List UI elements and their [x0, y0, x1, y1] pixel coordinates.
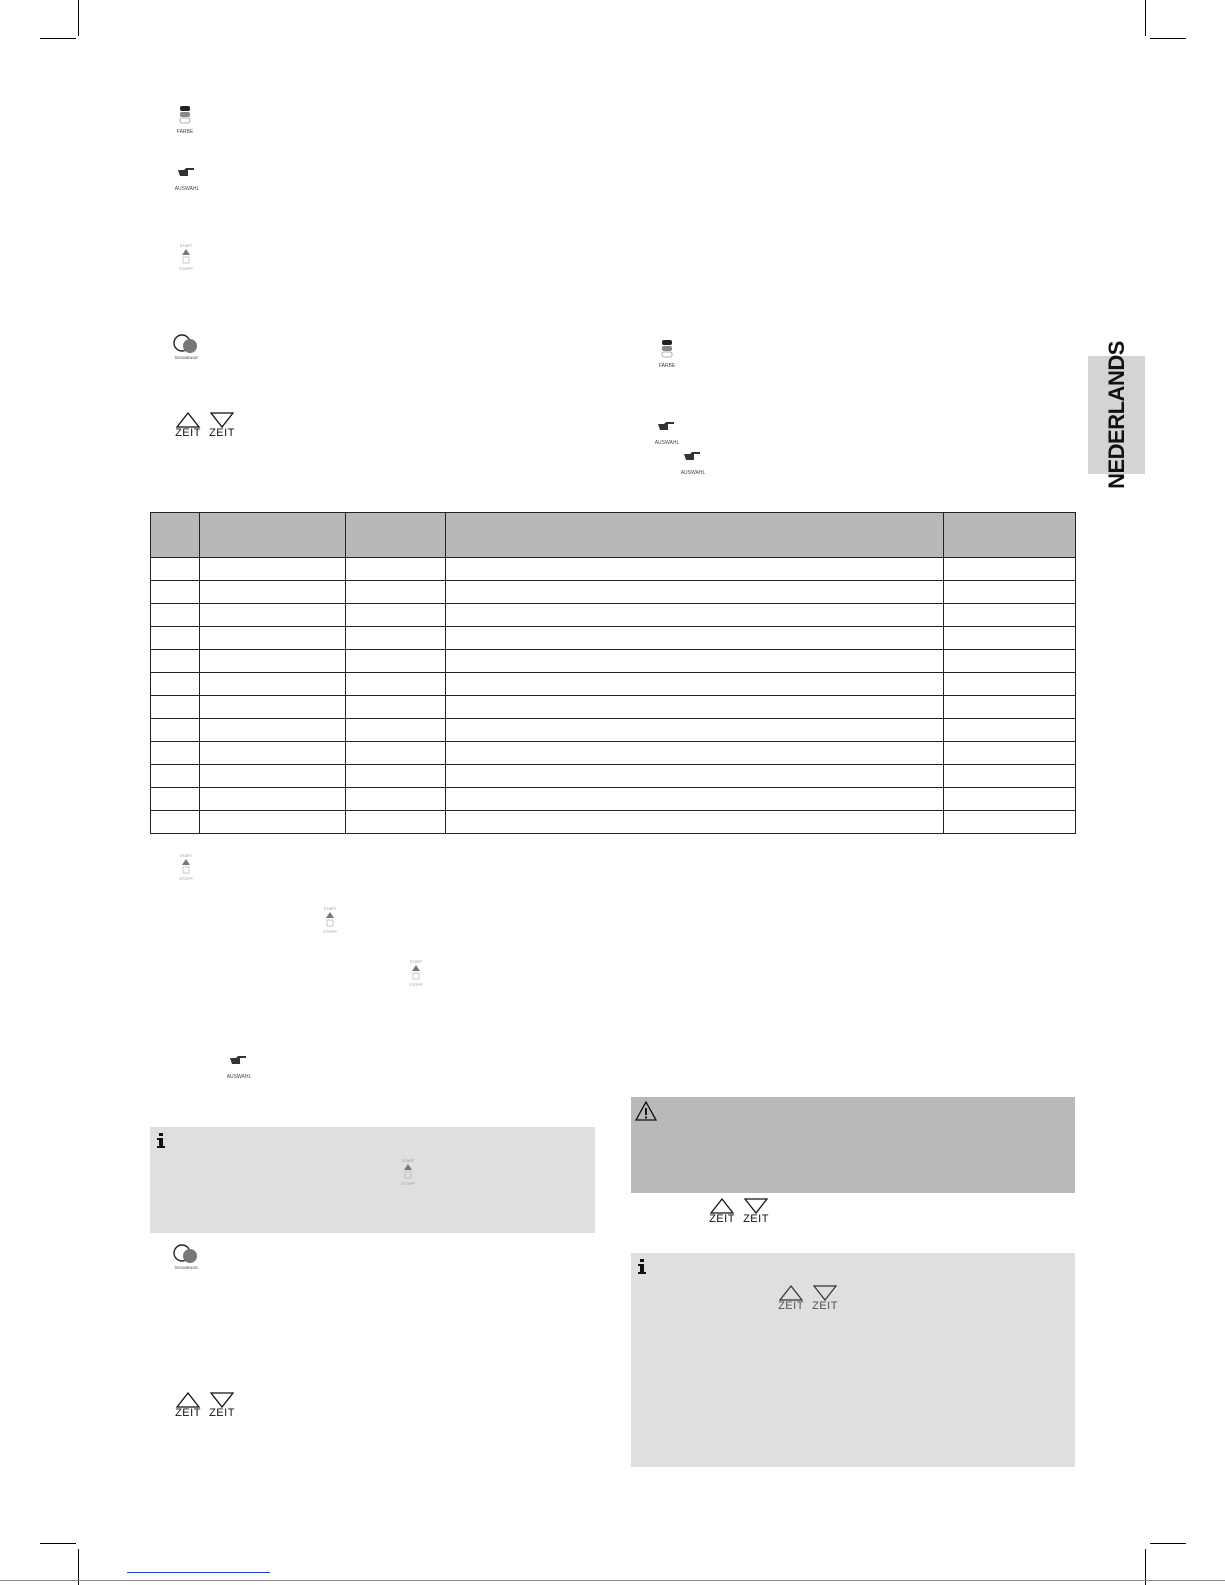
- table-cell: [944, 673, 1076, 696]
- table-cell: [200, 673, 346, 696]
- start-stop-icon: [172, 852, 200, 882]
- table-cell: [200, 742, 346, 765]
- time-buttons: [172, 1392, 238, 1419]
- triangle-down-icon: [744, 1198, 768, 1214]
- table-cell: [151, 604, 200, 627]
- table-cell: [446, 765, 944, 788]
- start-stop-icon: [394, 1157, 422, 1187]
- info-note-box: [150, 1127, 595, 1233]
- table-cell: [200, 581, 346, 604]
- table-cell: [346, 765, 446, 788]
- svg-text:TEIGMENGE: TEIGMENGE: [173, 1265, 199, 1270]
- start-stop-icon: [172, 242, 200, 272]
- time-buttons: [775, 1285, 841, 1312]
- table-cell: [151, 673, 200, 696]
- table-cell: [151, 742, 200, 765]
- table-row: [151, 719, 1076, 742]
- time-up-button: ZEIT: [775, 1285, 807, 1312]
- table-cell: [200, 604, 346, 627]
- table-cell: [944, 788, 1076, 811]
- table-cell: [446, 581, 944, 604]
- table-row: [151, 811, 1076, 834]
- language-tab: [1088, 341, 1145, 489]
- svg-text:AUSWAHL: AUSWAHL: [226, 1074, 252, 1080]
- table-cell: [446, 558, 944, 581]
- table-cell: [346, 696, 446, 719]
- time-down-button: ZEIT: [206, 1392, 238, 1419]
- warning-note-box: [631, 1097, 1075, 1193]
- svg-text:STOPP: STOPP: [323, 929, 337, 934]
- svg-text:STOPP: STOPP: [409, 982, 423, 987]
- language-tab-label: NEDERLANDS: [1103, 341, 1129, 489]
- loaf-color-icon: [650, 338, 684, 370]
- table-cell: [944, 696, 1076, 719]
- crop-mark: [40, 1543, 76, 1544]
- table-cell: [446, 627, 944, 650]
- table-cell: [346, 650, 446, 673]
- svg-text:FARBE: FARBE: [176, 129, 194, 135]
- table-cell: [346, 627, 446, 650]
- table-cell: [151, 811, 200, 834]
- table-cell: [346, 811, 446, 834]
- table-row: [151, 604, 1076, 627]
- svg-text:STOPP: STOPP: [401, 1181, 415, 1186]
- table-row: [151, 650, 1076, 673]
- crop-mark: [78, 0, 79, 36]
- table-cell: [346, 788, 446, 811]
- table-cell: [944, 627, 1076, 650]
- table-cell: [346, 558, 446, 581]
- svg-text:STOPP: STOPP: [179, 266, 193, 271]
- table-cell: [200, 558, 346, 581]
- time-up-button: ZEIT: [706, 1198, 738, 1225]
- svg-text:AUSWAHL: AUSWAHL: [174, 186, 200, 192]
- table-cell: [346, 742, 446, 765]
- table-row: [151, 673, 1076, 696]
- dough-quantity-icon: [166, 1243, 208, 1273]
- table-cell: [446, 696, 944, 719]
- time-buttons: [172, 412, 238, 439]
- table-cell: [200, 696, 346, 719]
- svg-text:AUSWAHL: AUSWAHL: [680, 470, 706, 476]
- table-cell: [200, 719, 346, 742]
- footer-link-underline: [127, 1572, 270, 1573]
- warning-triangle-icon: [635, 1101, 657, 1121]
- svg-text:START: START: [409, 959, 423, 964]
- table-header-cell: [151, 513, 200, 558]
- start-stop-icon: [402, 958, 430, 988]
- table-cell: [200, 627, 346, 650]
- table-header-cell: [944, 513, 1076, 558]
- table-cell: [446, 788, 944, 811]
- table-cell: [346, 581, 446, 604]
- pointing-hand-icon: [222, 1054, 256, 1082]
- table-cell: [200, 650, 346, 673]
- table-header-row: [151, 513, 1076, 558]
- triangle-down-icon: [813, 1285, 837, 1301]
- triangle-up-icon: [710, 1198, 734, 1214]
- svg-text:START: START: [323, 906, 337, 911]
- svg-text:START: START: [179, 243, 193, 248]
- svg-text:AUSWAHL: AUSWAHL: [654, 440, 680, 446]
- table-cell: [944, 604, 1076, 627]
- table-header-cell: [200, 513, 346, 558]
- footer-rule: [0, 1580, 1225, 1581]
- table-row: [151, 581, 1076, 604]
- table-cell: [151, 558, 200, 581]
- svg-text:START: START: [179, 853, 193, 858]
- table-cell: [151, 788, 200, 811]
- svg-text:FARBE: FARBE: [658, 363, 676, 369]
- table-cell: [346, 673, 446, 696]
- table-cell: [944, 581, 1076, 604]
- crop-mark: [1145, 0, 1146, 36]
- time-down-button: ZEIT: [740, 1198, 772, 1225]
- dough-quantity-icon: [166, 333, 208, 363]
- info-icon: [637, 1259, 647, 1275]
- table-cell: [151, 719, 200, 742]
- svg-text:TEIGMENGE: TEIGMENGE: [173, 355, 199, 360]
- table-cell: [944, 811, 1076, 834]
- crop-mark: [40, 38, 76, 39]
- table-cell: [200, 765, 346, 788]
- table-cell: [151, 765, 200, 788]
- table-header-cell: [346, 513, 446, 558]
- triangle-up-icon: [176, 412, 200, 428]
- table-row: [151, 765, 1076, 788]
- info-icon: [156, 1133, 166, 1149]
- table-header-cell: [446, 513, 944, 558]
- table-cell: [446, 742, 944, 765]
- triangle-up-icon: [779, 1285, 803, 1301]
- pointing-hand-icon: [650, 420, 684, 448]
- time-down-button: ZEIT: [206, 412, 238, 439]
- table-cell: [944, 650, 1076, 673]
- crop-mark: [1150, 1543, 1186, 1544]
- table-row: [151, 788, 1076, 811]
- table-row: [151, 627, 1076, 650]
- time-up-button: ZEIT: [172, 1392, 204, 1419]
- table-cell: [446, 673, 944, 696]
- triangle-down-icon: [210, 1392, 234, 1408]
- table-cell: [446, 719, 944, 742]
- table-cell: [346, 719, 446, 742]
- table-row: [151, 742, 1076, 765]
- table-cell: [944, 765, 1076, 788]
- table-cell: [446, 811, 944, 834]
- table-cell: [151, 650, 200, 673]
- table-cell: [944, 719, 1076, 742]
- table-row: [151, 558, 1076, 581]
- table-cell: [944, 558, 1076, 581]
- table-cell: [200, 788, 346, 811]
- table-cell: [200, 811, 346, 834]
- loaf-color-icon: [168, 104, 202, 136]
- table-cell: [151, 696, 200, 719]
- pointing-hand-icon: [676, 450, 710, 478]
- table-row: [151, 696, 1076, 719]
- svg-text:STOPP: STOPP: [179, 876, 193, 881]
- table-cell: [446, 604, 944, 627]
- pointing-hand-icon: [170, 166, 204, 194]
- table-cell: [151, 581, 200, 604]
- table-cell: [944, 742, 1076, 765]
- table-cell: [151, 627, 200, 650]
- info-note-box: [631, 1253, 1075, 1467]
- triangle-up-icon: [176, 1392, 200, 1408]
- table-cell: [346, 604, 446, 627]
- time-down-button: ZEIT: [809, 1285, 841, 1312]
- svg-text:START: START: [401, 1158, 415, 1163]
- triangle-down-icon: [210, 412, 234, 428]
- crop-mark: [1150, 38, 1186, 39]
- time-buttons: [706, 1198, 772, 1225]
- program-table: [150, 512, 1076, 834]
- time-up-button: ZEIT: [172, 412, 204, 439]
- table-cell: [446, 650, 944, 673]
- start-stop-icon: [316, 905, 344, 935]
